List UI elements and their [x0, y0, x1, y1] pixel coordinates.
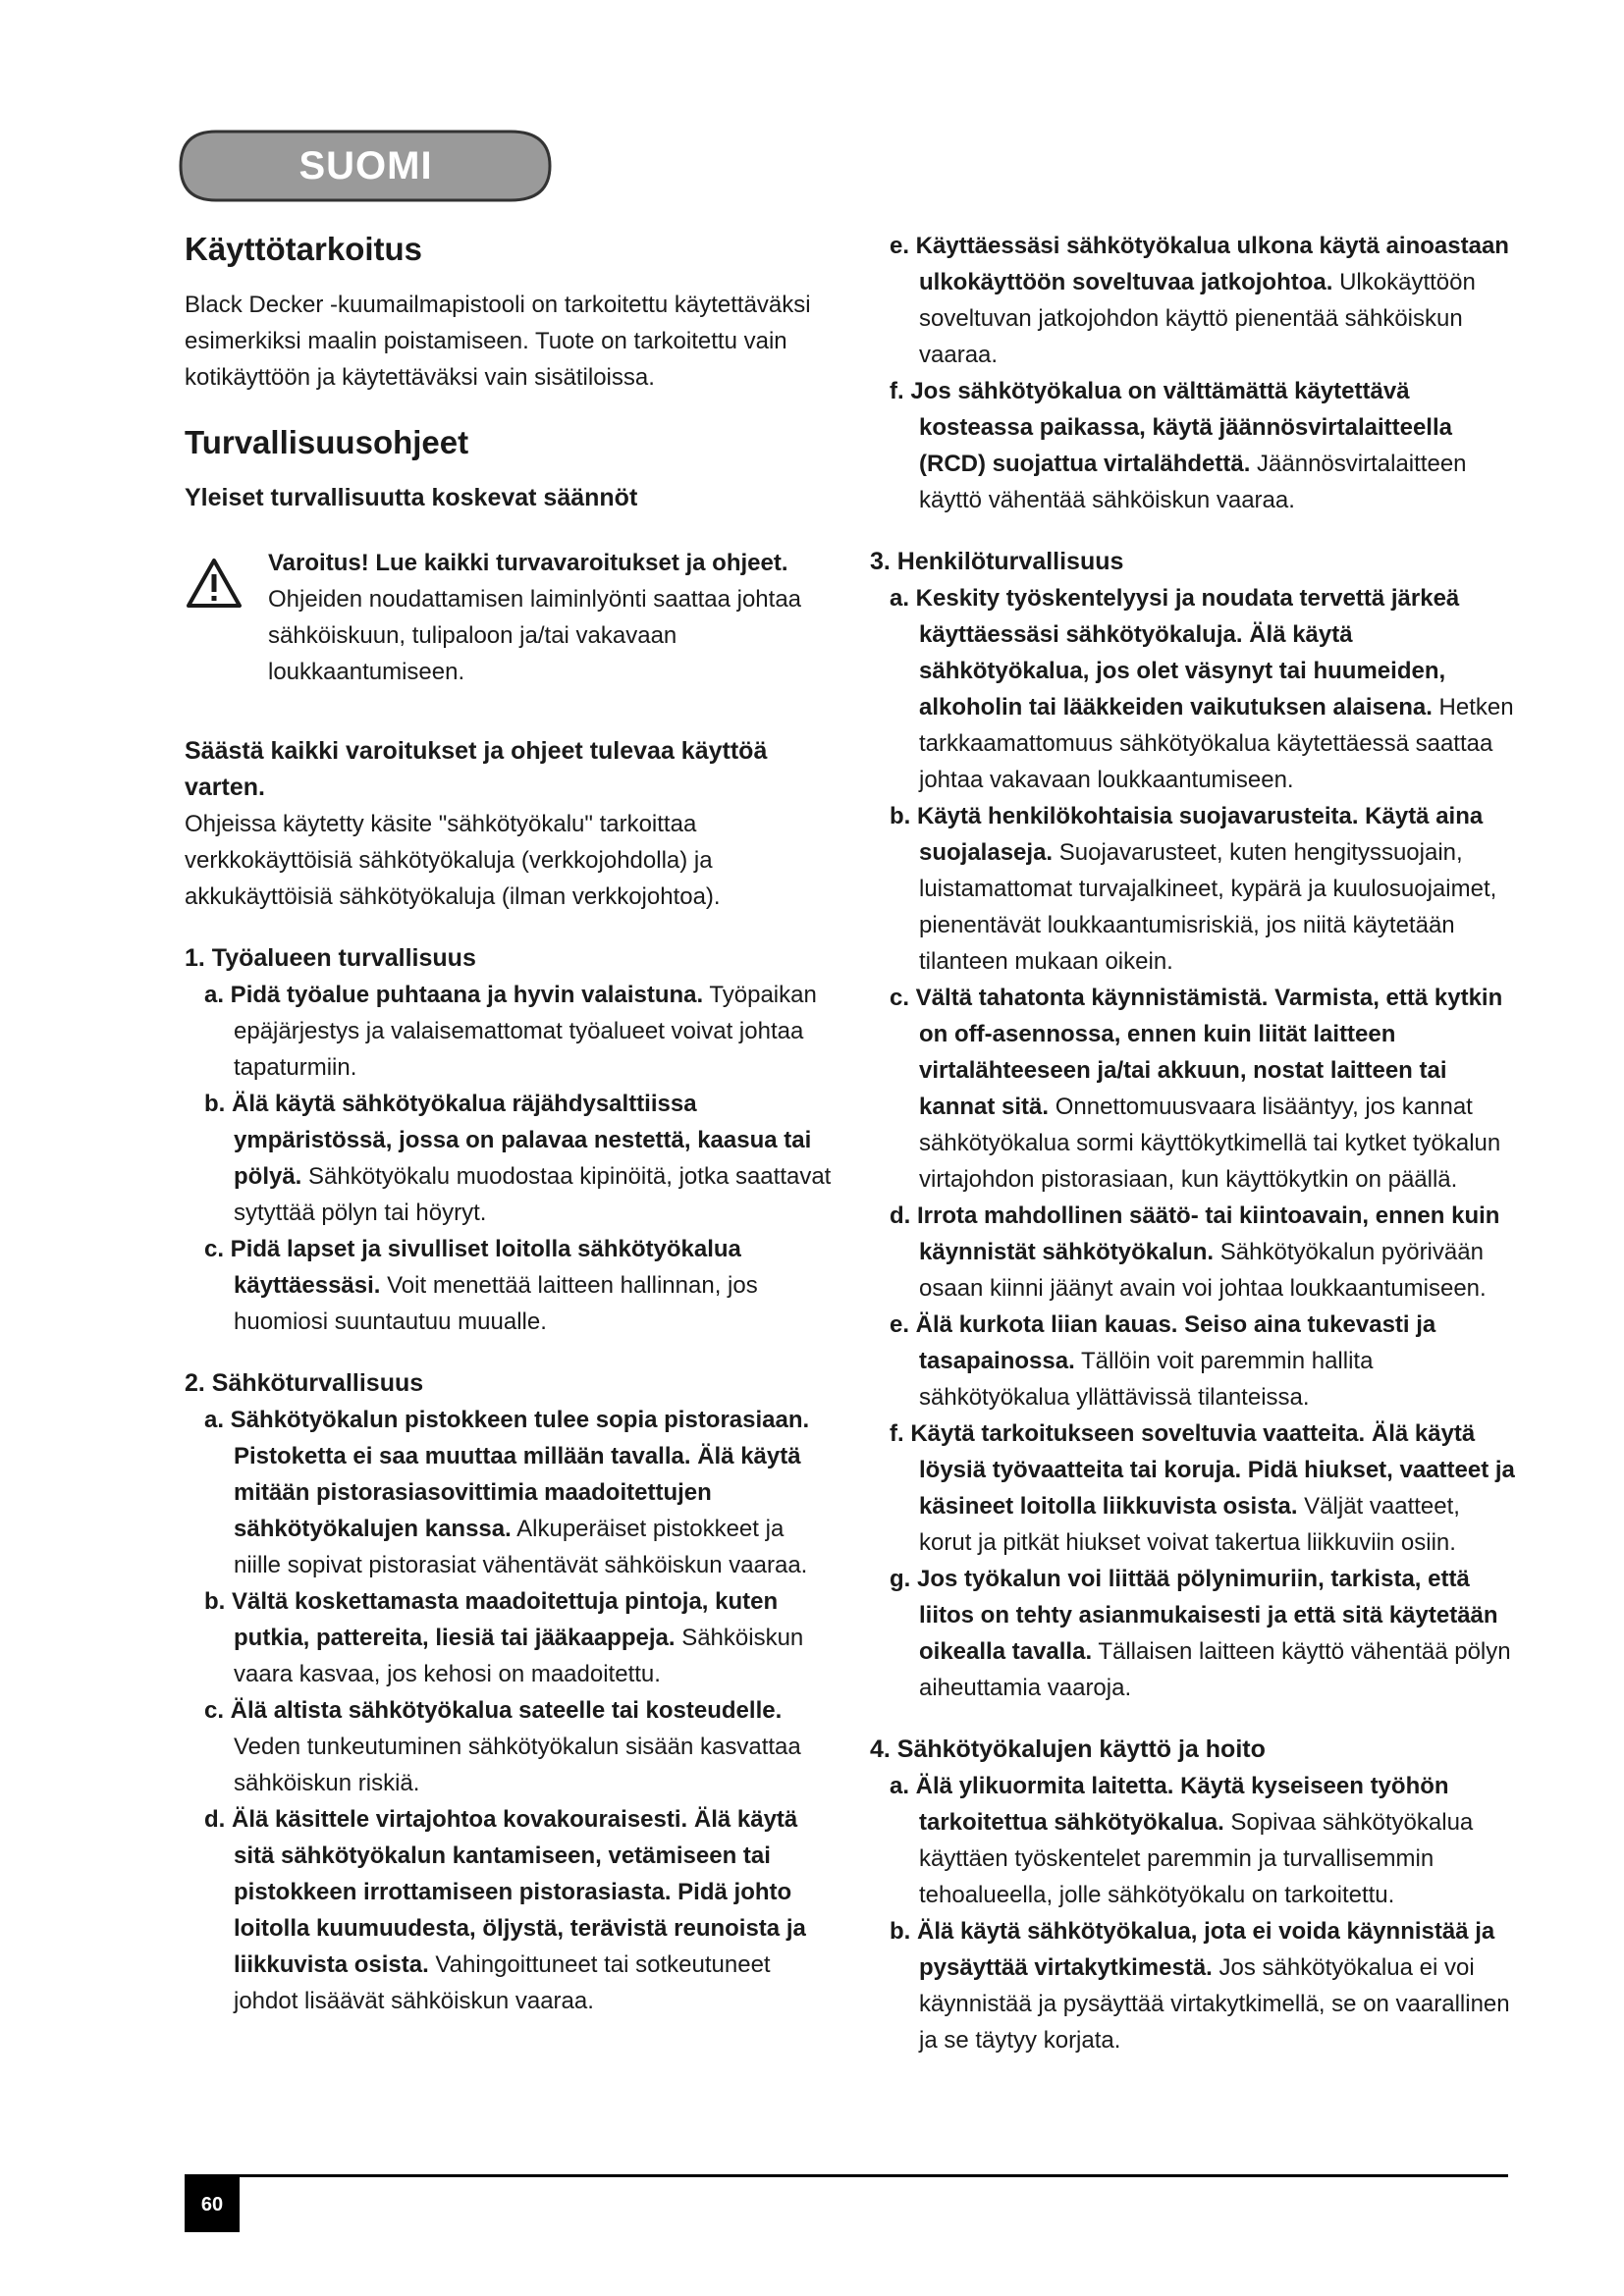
- section-3-item-g: g. Jos työkalun voi liittää pölynimuriin, tarkista, että liitos on tehty asianmukaisesti ja että sitä käytetään oikealla tavalla. Tällaisen laitteen käyttö vähentää pölyn aiheuttamia vaaroja.: [890, 1566, 1511, 1701]
- warning-body: Ohjeiden noudattamisen laiminlyönti saattaa johtaa sähköiskuun, tulipaloon ja/tai vakavaan loukkaantumiseen.: [268, 586, 802, 685]
- heading-intended-use: Käyttötarkoitus: [185, 231, 423, 267]
- section-3-title: 3. Henkilöturvallisuus: [870, 548, 1124, 575]
- section-1-item-a: a. Pidä työalue puhtaana ja hyvin valaistuna. Työpaikan epäjärjestys ja valaisemattomat työalueet voivat johtaa tapaturmiin.: [204, 982, 817, 1081]
- left-column: [185, 228, 833, 2019]
- section-2-item-c: c. Älä altista sähkötyökalua sateelle tai kosteudelle. Veden tunkeutuminen sähkötyökalun sisään kasvattaa sähköiskun riskiä.: [204, 1697, 801, 1796]
- section-4-title: 4. Sähkötyökalujen käyttö ja hoito: [870, 1735, 1266, 1763]
- section-4-item-b: b. Älä käytä sähkötyökalua, jota ei voida käynnistää ja pysäyttää virtakytkimestä. Jos sähkötyökalua ei voi käynnistää ja pysäyttää virtakytkimellä, se on vaarallinen ja se täytyy korjata.: [890, 1918, 1510, 2054]
- warning-triangle-icon: [185, 557, 244, 610]
- section-1-title: 1. Työalueen turvallisuus: [185, 944, 476, 972]
- warning-block: [185, 545, 833, 690]
- subheading-general-rules: Yleiset turvallisuutta koskevat säännöt: [185, 484, 638, 511]
- section-1-item-b: b. Älä käytä sähkötyökalua räjähdysalttiissa ympäristössä, jossa on palavaa nestettä, kaasua tai pölyä. Sähkötyökalu muodostaa kipinöitä, jotka saattavat sytyttää pölyn tai höyryt.: [204, 1091, 832, 1226]
- save-instructions-title: Säästä kaikki varoitukset ja ohjeet tulevaa käyttöä varten.: [185, 737, 768, 801]
- intended-use-text: Black Decker -kuumailmapistooli on tarkoitettu käytettäväksi esimerkiksi maalin poistamiseen. Tuote on tarkoitettu vain kotikäyttöön ja käytettäväksi vain sisätiloissa.: [185, 292, 811, 391]
- section-2-item-d: d. Älä käsittele virtajohtoa kovakouraisesti. Älä käytä sitä sähkötyökalun kantamiseen, vetämiseen tai pistokkeen irrottamiseen pistorasiasta. Pidä johto loitolla kuumuudesta, öljystä, terävistä reunoista ja liikkuvista osista. Vahingoittuneet tai sotkeutuneet johdot lisäävät sähköiskun vaaraa.: [204, 1806, 806, 2014]
- section-2-item-b: b. Vältä koskettamasta maadoitettuja pintoja, kuten putkia, pattereita, liesiä tai jääkaappeja. Sähköiskun vaara kasvaa, jos kehosi on maadoitettu.: [204, 1588, 804, 1687]
- section-3-item-c: c. Vältä tahatonta käynnistämistä. Varmista, että kytkin on off-asennossa, ennen kuin liität laitteen virtalähteeseen ja/tai akkuun, nostat laitteen tai kannat sitä. Onnettomuusvaara lisääntyy, jos kannat sähkötyökalua sormi käyttökytkimellä tai kytket työkalun virtajohdon pistorasiaan, kun käyttökytkin on päällä.: [890, 985, 1503, 1193]
- page-number: 60: [185, 2177, 240, 2232]
- section-3-item-a: a. Keskity työskentelyysi ja noudata tervettä järkeä käyttäessäsi sähkötyökaluja. Älä käytä sähkötyökalua, jos olet väsynyt tai huumeiden, alkoholin tai lääkkeiden vaikutuksen alaisena. Hetken tarkkaamattomuus sähkötyökalua käytettäessä saattaa johtaa vakavaan loukkaantumiseen.: [890, 585, 1514, 793]
- section-3-item-e: e. Älä kurkota liian kauas. Seiso aina tukevasti ja tasapainossa. Tällöin voit paremmin hallita sähkötyökalua yllättävissä tilanteissa.: [890, 1311, 1436, 1411]
- warning-bold: Varoitus! Lue kaikki turvavaroitukset ja ohjeet.: [268, 550, 788, 576]
- section-4-item-a: a. Älä ylikuormita laitetta. Käytä kyseiseen työhön tarkoitettua sähkötyökalua. Sopivaa sähkötyökalua käyttäen työskentelet paremmin ja turvallisemmin tehoalueella, jolle sähkötyökalu on tarkoitettu.: [890, 1773, 1474, 1908]
- section-3-item-b: b. Käytä henkilökohtaisia suojavarusteita. Käytä aina suojalaseja. Suojavarusteet, kuten hengityssuojain, luistamattomat turvajalkineet, kypärä ja kuulosuojaimet, pienentävät loukkaantumisriskiä, jos niitä käytetään tilanteen mukaan oikein.: [890, 803, 1497, 975]
- warning-text: [268, 545, 833, 690]
- section-2-item-e: e. Käyttäessäsi sähkötyökalua ulkona käytä ainoastaan ulkokäyttöön soveltuvaa jatkojohtoa. Ulkokäyttöön soveltuvan jatkojohdon käyttö pienentää sähköiskun vaaraa.: [890, 233, 1509, 368]
- language-label: SUOMI: [298, 144, 433, 187]
- section-2-title: 2. Sähköturvallisuus: [185, 1369, 424, 1397]
- footer-rule: [185, 2174, 1508, 2177]
- section-3-item-d: d. Irrota mahdollinen säätö- tai kiintoavain, ennen kuin käynnistät sähkötyökalun. Sähkötyökalun pyörivään osaan kiinni jäänyt avain voi johtaa loukkaantumiseen.: [890, 1202, 1500, 1302]
- save-instructions-text: Ohjeissa käytetty käsite "sähkötyökalu" tarkoittaa verkkokäyttöisiä sähkötyökaluja (verkkojohdolla) ja akkukäyttöisiä sähkötyökaluja (ilman verkkojohtoa).: [185, 811, 721, 910]
- section-1-item-c: c. Pidä lapset ja sivulliset loitolla sähkötyökalua käyttäessäsi. Voit menettää laitteen hallinnan, jos huomiosi suuntautuu muualle.: [204, 1236, 758, 1335]
- heading-safety-instructions: Turvallisuusohjeet: [185, 424, 469, 460]
- section-2-item-a: a. Sähkötyökalun pistokkeen tulee sopia pistorasiaan. Pistoketta ei saa muuttaa millään tavalla. Älä käytä mitään pistorasiasovittimia maadoitettujen sähkötyökalujen kanssa. Alkuperäiset pistokkeet ja niille sopivat pistorasiat vähentävät sähköiskun vaaraa.: [204, 1407, 810, 1578]
- language-tab: [177, 128, 555, 204]
- section-3-item-f: f. Käytä tarkoitukseen soveltuvia vaatteita. Älä käytä löysiä työvaatteita tai koruja. Pidä hiukset, vaatteet ja käsineet loitolla liikkuvista osista. Väljät vaatteet, korut ja pitkät hiukset voivat takertua liikkuviin osiin.: [890, 1420, 1515, 1556]
- right-column: [870, 228, 1518, 2058]
- section-2-item-f: f. Jos sähkötyökalua on välttämättä käytettävä kosteassa paikassa, käytä jäännösvirtalaitteella (RCD) suojattua virtalähdettä. Jäännösvirtalaitteen käyttö vähentää sähköiskun vaaraa.: [890, 378, 1467, 513]
